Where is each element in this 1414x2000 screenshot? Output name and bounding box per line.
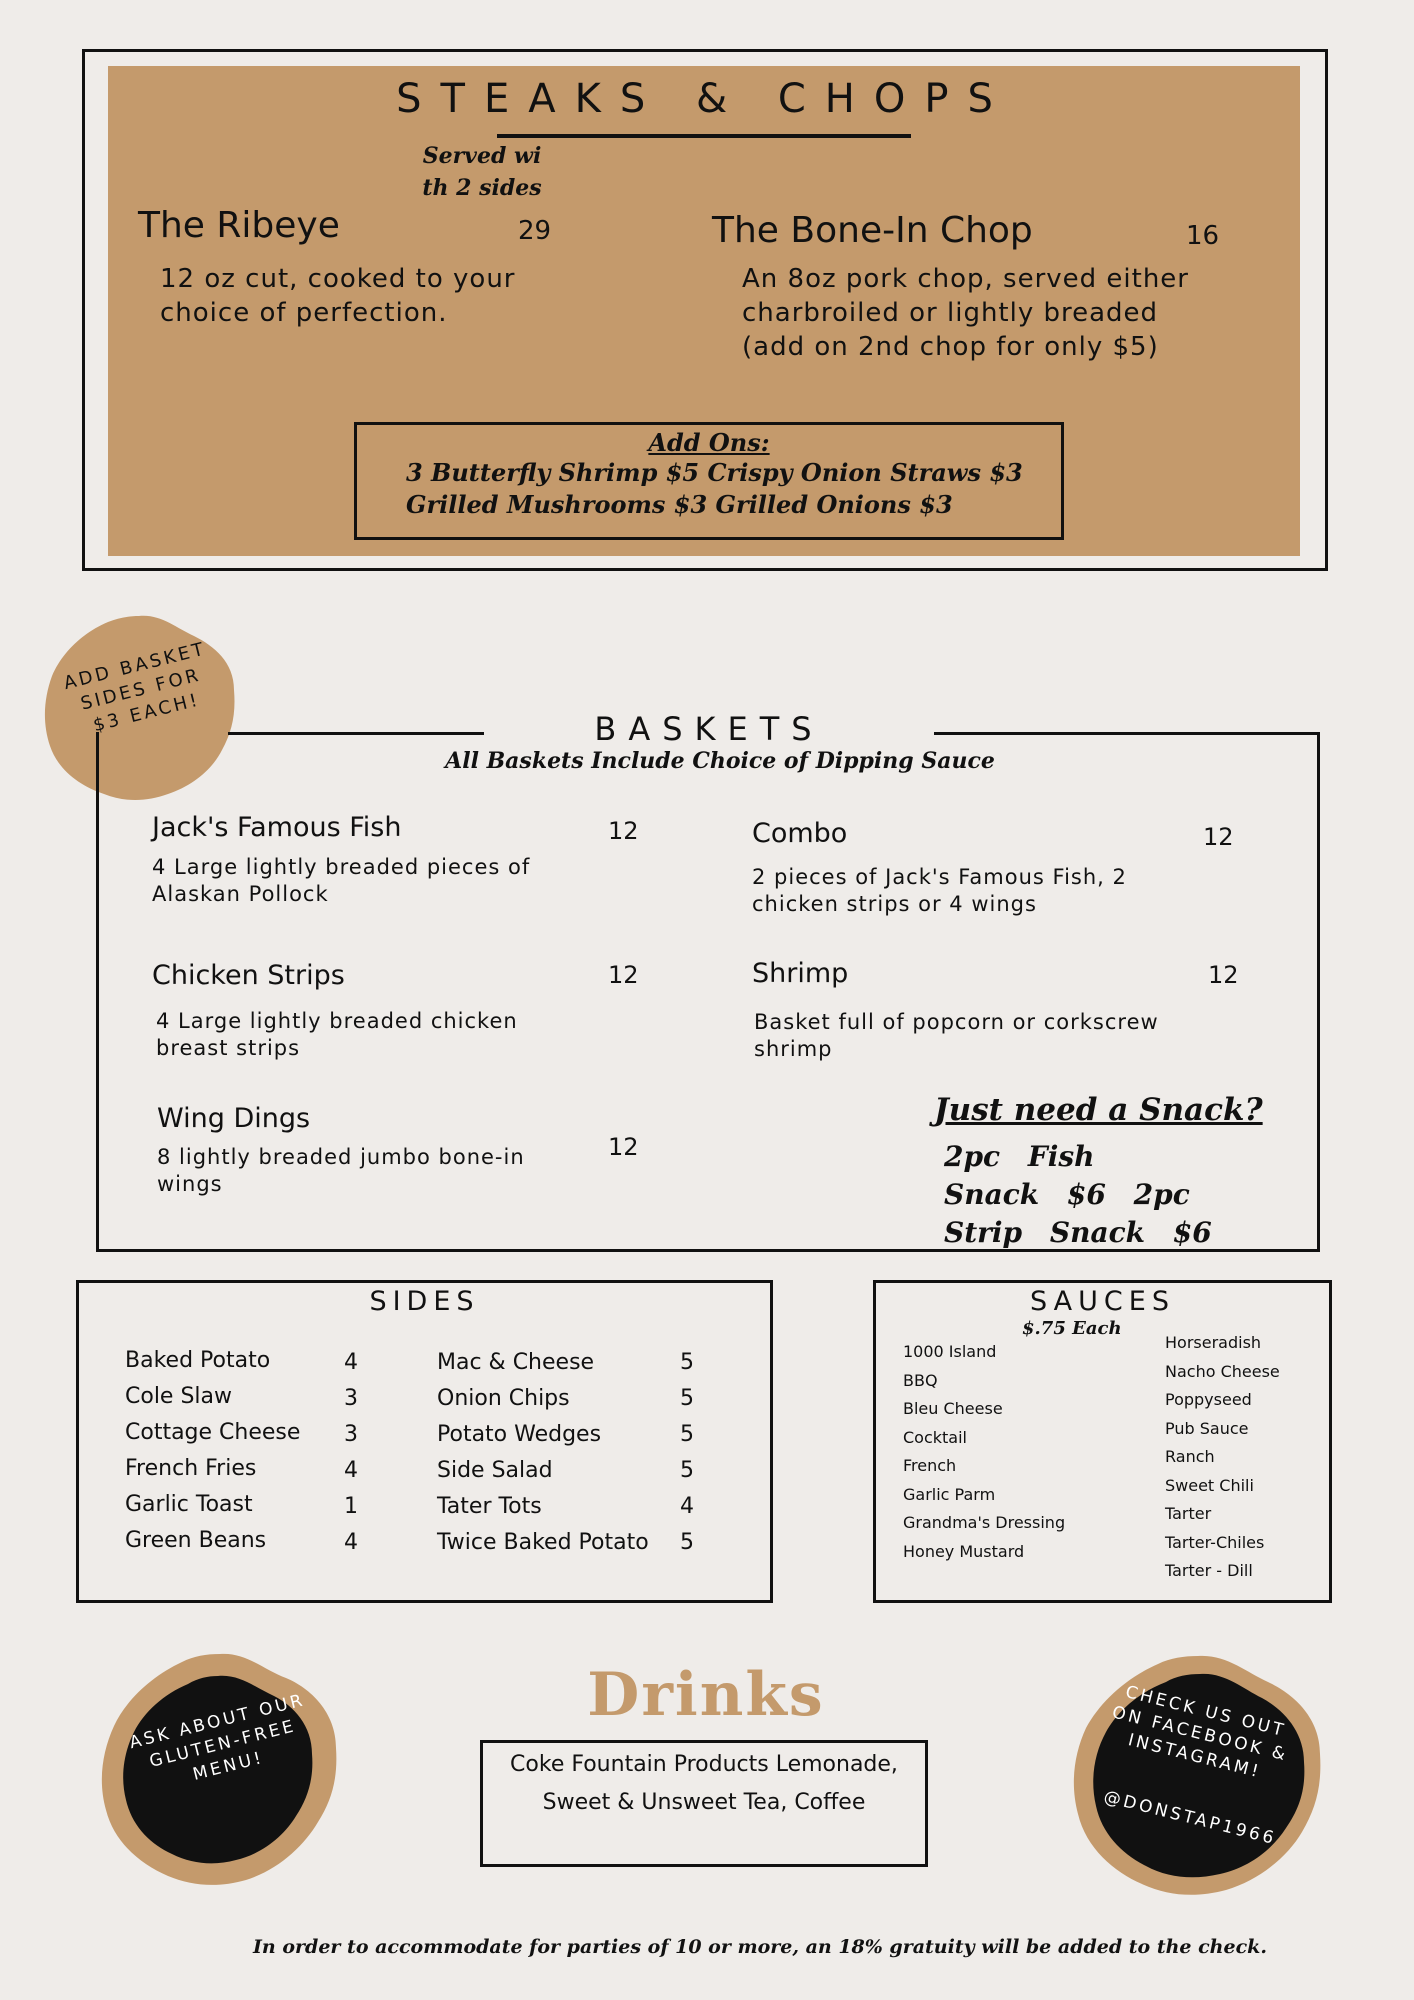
item-name-combo: Combo xyxy=(752,818,848,849)
steaks-title-underline xyxy=(497,134,911,138)
side-name: Mac & Cheese xyxy=(437,1350,595,1375)
baskets-frame-top-right xyxy=(934,732,1320,735)
side-name: Garlic Toast xyxy=(125,1492,253,1517)
sauce-item: Ranch xyxy=(1165,1447,1215,1466)
item-name-shrimp: Shrimp xyxy=(752,958,849,989)
side-price: 4 xyxy=(344,1530,358,1555)
item-price-famous-fish: 12 xyxy=(608,817,639,845)
item-name-famous-fish: Jack's Famous Fish xyxy=(152,812,402,843)
item-name-chicken-strips: Chicken Strips xyxy=(152,960,345,991)
item-desc-shrimp: Basket full of popcorn or corkscrew shrimp xyxy=(754,1010,1159,1061)
item-price-ribeye: 29 xyxy=(518,216,552,246)
side-price: 1 xyxy=(344,1494,358,1519)
item-desc-ribeye: 12 oz cut, cooked to your choice of perfection. xyxy=(160,264,516,328)
sauce-item: French xyxy=(903,1456,957,1475)
addons-title: Add Ons: xyxy=(648,428,770,457)
side-name: Twice Baked Potato xyxy=(437,1530,649,1555)
side-name: Onion Chips xyxy=(437,1386,570,1411)
item-desc-bone-in-chop: An 8oz pork chop, served either charbroiled or lightly breaded (add on 2nd chop for only $5) xyxy=(742,264,1189,362)
sauce-item: Tarter - Dill xyxy=(1165,1561,1253,1580)
item-name-bone-in-chop: The Bone-In Chop xyxy=(712,210,1033,251)
snack-title: Just need a Snack? xyxy=(934,1092,1263,1128)
side-name: Baked Potato xyxy=(125,1348,271,1373)
baskets-title: BASKETS xyxy=(594,710,824,748)
side-price: 5 xyxy=(680,1422,694,1447)
steaks-served-note: Served wi th 2 sides xyxy=(422,143,542,201)
addons-line-1: 3 Butterfly Shrimp $5 Crispy Onion Straws $3 xyxy=(406,458,1023,487)
snack-text: 2pc Fish Snack $6 2pc Strip Snack $6 xyxy=(944,1140,1212,1249)
sauce-item: Garlic Parm xyxy=(903,1485,996,1504)
side-name: Green Beans xyxy=(125,1528,267,1553)
drinks-title: Drinks xyxy=(587,1660,825,1730)
sauce-item: Grandma's Dressing xyxy=(903,1513,1066,1532)
sauce-item: Sweet Chili xyxy=(1165,1476,1254,1495)
side-name: Cole Slaw xyxy=(125,1384,233,1409)
side-price: 4 xyxy=(344,1350,358,1375)
gluten-free-badge-text: ASK ABOUT OUR GLUTEN-FREE MENU! xyxy=(127,1690,308,1785)
item-desc-famous-fish: 4 Large lightly breaded pieces of Alaskan Pollock xyxy=(152,855,531,906)
item-price-wing-dings: 12 xyxy=(608,1133,639,1161)
item-price-chicken-strips: 12 xyxy=(608,961,639,989)
side-price: 3 xyxy=(344,1386,358,1411)
side-name: Cottage Cheese xyxy=(125,1420,301,1445)
addons-line-2: Grilled Mushrooms $3 Grilled Onions $3 xyxy=(406,490,953,519)
sauce-item: Nacho Cheese xyxy=(1165,1362,1280,1381)
item-price-shrimp: 12 xyxy=(1208,961,1239,989)
side-price: 5 xyxy=(680,1530,694,1555)
sides-title: SIDES xyxy=(369,1286,480,1317)
baskets-subtitle: All Baskets Include Choice of Dipping Sauce xyxy=(445,748,995,774)
sauce-item: Horseradish xyxy=(1165,1333,1262,1352)
side-name: Potato Wedges xyxy=(437,1422,602,1447)
side-name: Side Salad xyxy=(437,1458,553,1483)
side-price: 3 xyxy=(344,1422,358,1447)
side-price: 5 xyxy=(680,1386,694,1411)
item-name-ribeye: The Ribeye xyxy=(138,205,340,246)
item-price-bone-in-chop: 16 xyxy=(1186,221,1220,251)
side-name: Tater Tots xyxy=(437,1494,542,1519)
sauce-item: Tarter-Chiles xyxy=(1165,1533,1265,1552)
item-desc-wing-dings: 8 lightly breaded jumbo bone-in wings xyxy=(157,1145,525,1196)
sauce-item: Cocktail xyxy=(903,1428,967,1447)
item-price-combo: 12 xyxy=(1203,823,1234,851)
side-price: 5 xyxy=(680,1458,694,1483)
gratuity-footer-note: In order to accommodate for parties of 10 or more, an 18% gratuity will be added to the check. xyxy=(253,1936,1267,1958)
sauce-item: Tarter xyxy=(1165,1504,1212,1523)
sauce-item: Bleu Cheese xyxy=(903,1399,1003,1418)
drinks-text: Coke Fountain Products Lemonade, Sweet & Unsweet Tea, Coffee xyxy=(510,1752,898,1815)
side-name: French Fries xyxy=(125,1456,257,1481)
basket-sides-badge-text: ADD BASKET SIDES FOR $3 EACH! xyxy=(61,638,209,737)
baskets-frame-top-left xyxy=(228,732,484,735)
social-media-badge-text: CHECK US OUT ON FACEBOOK & INSTAGRAM! xyxy=(1110,1682,1291,1783)
item-name-wing-dings: Wing Dings xyxy=(157,1103,311,1134)
sauce-item: 1000 Island xyxy=(903,1342,997,1361)
steaks-title: STEAKS & CHOPS xyxy=(396,76,1012,122)
sauce-item: Honey Mustard xyxy=(903,1542,1025,1561)
sauce-item: Pub Sauce xyxy=(1165,1419,1249,1438)
side-price: 4 xyxy=(680,1494,694,1519)
social-media-handle: @DONSTAP1966 xyxy=(1101,1786,1279,1850)
sauce-item: BBQ xyxy=(903,1371,938,1390)
item-desc-chicken-strips: 4 Large lightly breaded chicken breast strips xyxy=(156,1009,518,1060)
item-desc-combo: 2 pieces of Jack's Famous Fish, 2 chicken strips or 4 wings xyxy=(752,865,1127,916)
sauces-title: SAUCES xyxy=(1030,1286,1175,1317)
sauces-price-note: $.75 Each xyxy=(1022,1318,1122,1339)
sauce-item: Poppyseed xyxy=(1165,1390,1252,1409)
side-price: 4 xyxy=(344,1458,358,1483)
side-price: 5 xyxy=(680,1350,694,1375)
